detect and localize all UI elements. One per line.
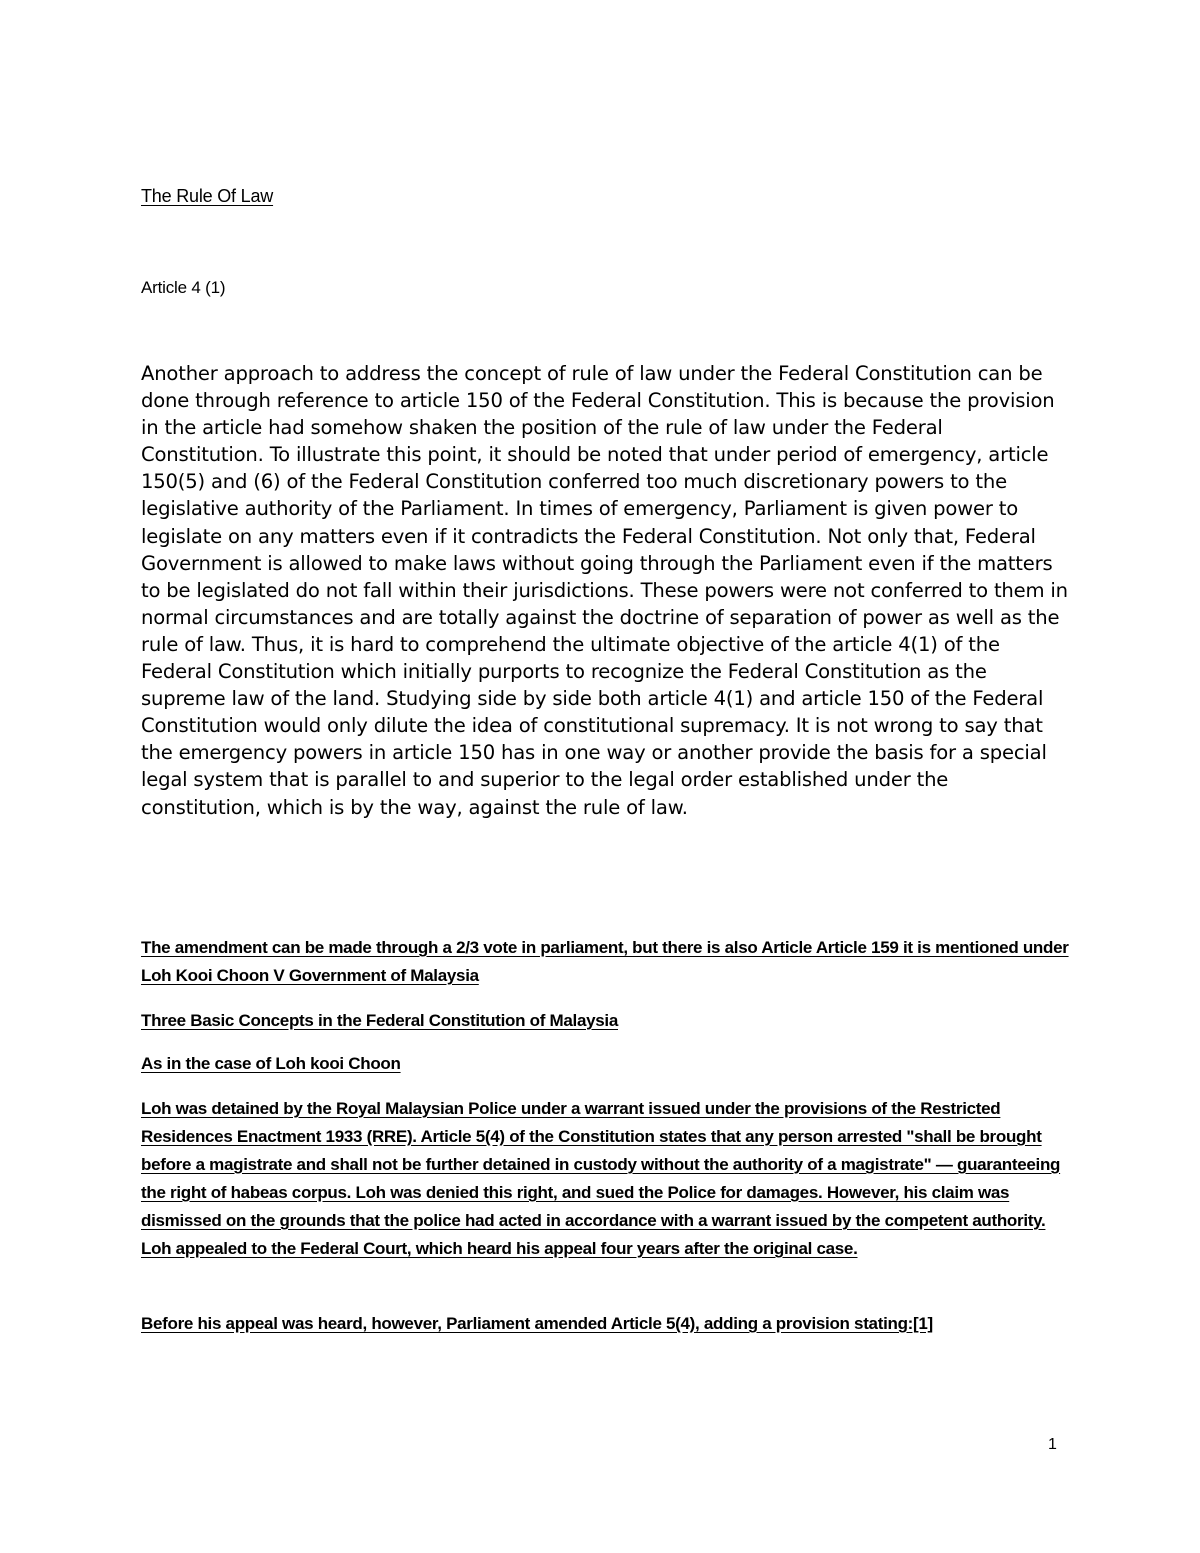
case-intro: As in the case of Loh kooi Choon <box>141 1054 401 1073</box>
before-appeal-line: Before his appeal was heard, however, Parliament amended Article 5(4), adding a provision stating:[1] <box>141 1314 933 1333</box>
document-title: The Rule Of Law <box>141 186 274 206</box>
body-paragraph: Another approach to address the concept of rule of law under the Federal Constitution can be done through reference to article 150 of the Federal Constitution. This is because the provision in the article had somehow shaken the position of the rule of law under the Federal Constitution. To illustrate this point, it should be noted that under period of emergency, article 150(5) and (6) of the Federal Constitution conferred too much discretionary powers to the legislative authority of the Parliament. In times of emergency, Parliament is given power to legislate on any matters even if it contradicts the Federal Constitution. Not only that, Federal Government is allowed to make laws without going through the Parliament even if the matters to be legislated do not fall within their jurisdictions. These powers were not conferred to them in normal circumstances and are totally against the doctrine of separation of power as well as the rule of law. Thus, it is hard to comprehend the ultimate objective of the article 4(1) of the Federal Constitution which initially purports to recognize the Federal Constitution as the supreme law of the land. Studying side by side both article 4(1) and article 150 of the Federal Constitution would only dilute the idea of constitutional supremacy. It is not wrong to say that the emergency powers in article 150 has in one way or another provide the basis for a special legal system that is parallel to and superior to the legal order established under the constitution, which is by the way, against the rule of law. <box>141 362 1068 819</box>
page-number: 1 <box>1048 1436 1057 1453</box>
case-facts-paragraph: Loh was detained by the Royal Malaysian Police under a warrant issued under the provisions of the Restricted Residences Enactment 1933 (RRE). Article 5(4) of the Constitution states that any person arrested "shall be brought before a magistrate and shall not be further detained in custody without the authority of a magistrate" — guaranteeing the right of habeas corpus. Loh was denied this right, and sued the Police for damages. However, his claim was dismissed on the grounds that the police had acted in accordance with a warrant issued by the competent authority. Loh appealed to the Federal Court, which heard his appeal four years after the original case. <box>141 1099 1061 1258</box>
amendment-note: The amendment can be made through a 2/3 vote in parliament, but there is also Article Article 159 it is mentioned under Loh Kooi Choon V Government of Malaysia <box>141 938 1069 985</box>
article-subheading: Article 4 (1) <box>141 278 226 297</box>
three-concepts-heading: Three Basic Concepts in the Federal Constitution of Malaysia <box>141 1011 618 1030</box>
